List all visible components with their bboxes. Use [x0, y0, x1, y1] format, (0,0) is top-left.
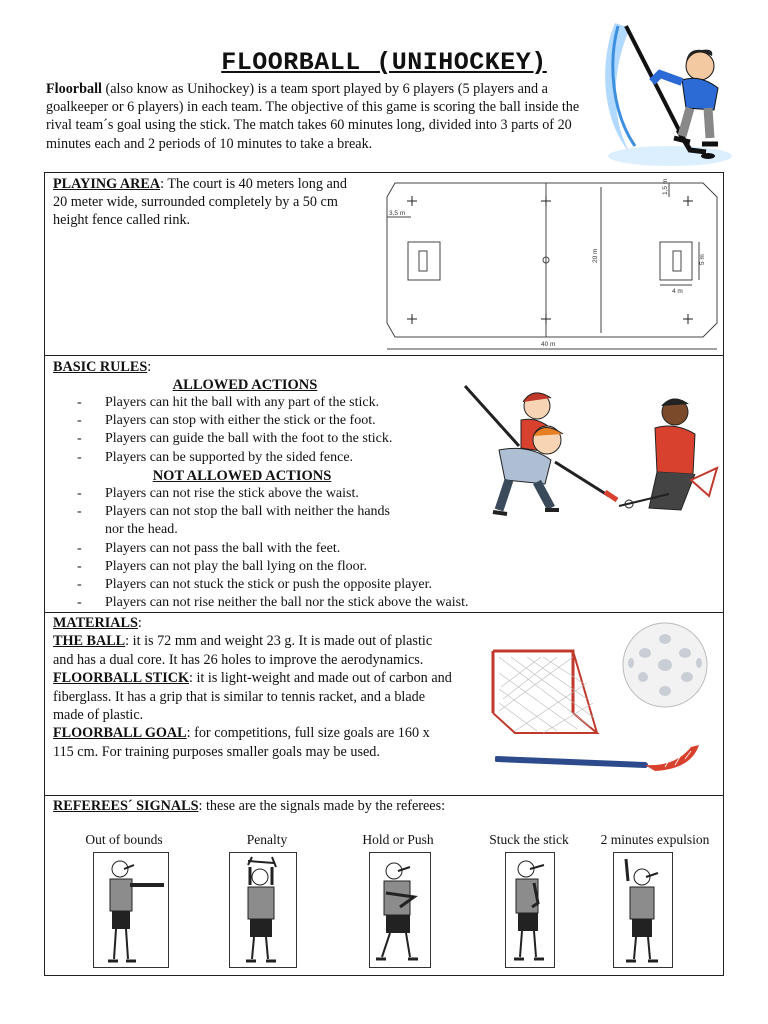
goal-description: FLOORBALL GOAL: for competitions, full size goals are 160 x 115 cm. For training purposes smaller goals may be used. [53, 725, 430, 760]
materials-text [53, 614, 453, 761]
players-illustration [459, 376, 723, 526]
not-allowed-actions-list [53, 485, 493, 612]
referee-two-minutes-expulsion-figure [614, 853, 672, 967]
dim-goal-line-label: 3,5 m [389, 210, 406, 217]
list-item: - Players can not rise the stick above the waist. [53, 485, 493, 503]
materials-heading: MATERIALS [53, 615, 138, 631]
playing-area-text: PLAYING AREA: The court is 40 meters long and 20 meter wide, surrounded completely by a 50 cm height fence called rink. [53, 176, 347, 228]
materials-section [44, 612, 724, 796]
referee-stuck-the-stick-figure [506, 853, 554, 967]
signal-label: Stuck the stick [489, 832, 569, 847]
stick-description: FLOORBALL STICK: it is light-weight and made out of carbon and fiberglass. It has a grip that is similar to tennis racket, and a blade made of plastic. [53, 670, 452, 724]
list-item: - Players can not stop the ball with neither the hands nor the head. [53, 503, 405, 539]
signal-label: Out of bounds [85, 832, 163, 847]
dim-area-w-label: 4 m [672, 288, 683, 295]
list-item: - Players can not rise neither the ball nor the stick above the waist. [53, 594, 625, 612]
list-item: - Players can not stuck the stick or push the opposite player. [53, 576, 493, 594]
ball-description: THE BALL: it is 72 mm and weight 23 g. It is made out of plastic and has a dual core. It has 26 holes to improve the aerodynamics. [53, 633, 433, 668]
goal-illustration [487, 643, 607, 739]
intro-paragraph [46, 80, 598, 153]
referees-section [44, 795, 724, 976]
intro-lead: Floorball [46, 81, 102, 97]
signal-stuck-the-stick-frame [505, 852, 555, 968]
materials-title: MATERIALS: [53, 615, 142, 631]
dim-corner-label: 1,5 m [662, 178, 669, 195]
signal-out-of-bounds-frame [93, 852, 169, 968]
referee-hold-or-push-figure [370, 853, 430, 967]
signal-two-minutes-expulsion-frame [613, 852, 673, 968]
page-title: FLOORBALL (UNIHOCKEY) [221, 48, 547, 77]
list-item: - Players can guide the ball with the foot to the stick. [53, 430, 453, 448]
allowed-actions-title: ALLOWED ACTIONS [172, 377, 318, 393]
list-item: - Players can hit the ball with any part of the stick. [53, 394, 453, 412]
hockey-player-illustration [590, 18, 740, 168]
referees-text: REFEREES´ SIGNALS: these are the signals made by the referees: [53, 798, 446, 814]
not-allowed-actions-title: NOT ALLOWED ACTIONS [152, 468, 332, 484]
ball-label: THE BALL [53, 633, 126, 650]
playing-area-heading: PLAYING AREA [53, 176, 161, 192]
basic-rules-heading: BASIC RULES [53, 359, 148, 375]
goal-label: FLOORBALL GOAL [53, 725, 187, 742]
stick-label: FLOORBALL STICK [53, 670, 189, 687]
list-item: - Players can be supported by the sided fence. [53, 449, 453, 467]
dim-area-h-label: 5 m [699, 254, 706, 265]
list-item: - Players can not pass the ball with the feet. [53, 540, 493, 558]
signal-hold-or-push-frame [369, 852, 431, 968]
dim-length-label: 40 m [541, 341, 556, 348]
allowed-actions-list [53, 394, 453, 467]
signal-label: 2 minutes expulsion [600, 832, 710, 847]
referee-penalty-figure [230, 853, 296, 967]
signal-penalty-frame [229, 852, 297, 968]
ball-illustration [619, 619, 711, 711]
stick-illustration [495, 737, 705, 777]
intro-body: (also know as Unihockey) is a team sport played by 6 players (5 players and a goalkeeper or 6 players) in each team. The objective of this game is scoring the ball inside the rival team´s goal using the stick. The match takes 60 minutes long, divided into 3 parts of 20 minutes each and 2 periods of 10 minutes to take a break. [46, 81, 580, 152]
playing-area-section [44, 172, 724, 356]
list-item: - Players can not play the ball lying on the floor. [53, 558, 493, 576]
basic-rules-title: BASIC RULES: [53, 359, 152, 375]
referees-heading: REFEREES´ SIGNALS [53, 798, 199, 814]
court-diagram [381, 177, 723, 355]
referee-out-of-bounds-figure [94, 853, 168, 967]
dim-width-label: 20 m [592, 248, 599, 263]
signal-label: Hold or Push [362, 832, 434, 847]
list-item: - Players can stop with either the stick or the foot. [53, 412, 453, 430]
basic-rules-section [44, 355, 724, 613]
signal-label: Penalty [246, 832, 288, 847]
